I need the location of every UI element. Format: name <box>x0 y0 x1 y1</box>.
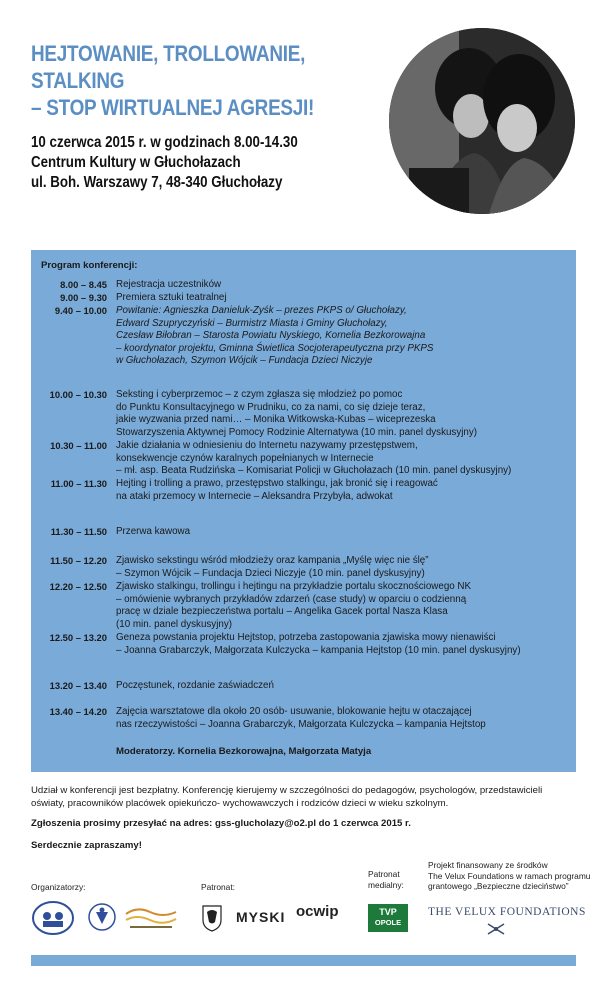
pkps-logo <box>31 900 75 941</box>
bottom-bar <box>31 955 576 966</box>
program-text: Premiera sztuki teatralnej <box>116 292 227 303</box>
myski-logo: MYSKI <box>236 909 286 925</box>
closing-text: Serdecznie zapraszamy! <box>31 840 142 851</box>
program-text: pracę w dziale bezpieczeństwa portalu – Angelika Gacek portal Nasza Klasa <box>116 606 448 618</box>
program-box <box>31 250 576 772</box>
info-line: Udział w konferencji jest bezpłatny. Konferencję kierujemy w szczególności do pedagogów, psychologów, przedstawicieli <box>31 785 543 796</box>
program-text: Zajęcia warsztatowe dla około 20 osób- usuwanie, blokowanie hejtu w otaczającej <box>116 706 472 717</box>
program-time: 9.40 – 10.00 <box>54 305 107 316</box>
info-line: oświaty, pracowników placówek opiekuńczo- wychowawczych i rodziców dzieci w wieku szkolnym. <box>31 798 449 809</box>
program-text: – Joanna Grabarczyk, Małgorzata Kulczycka – kampania Hejtstop (10 min. panel dyskusyjny) <box>116 644 521 656</box>
media-patron-label-line: medialny: <box>368 879 404 890</box>
program-text: w Głuchołazach, Szymon Wójcik – Fundacja Dzieci Niczyje <box>116 355 373 367</box>
program-time: 8.00 – 8.45 <box>60 279 107 290</box>
funding-line: Projekt finansowany ze środków <box>428 860 548 870</box>
opole-text: OPOLE <box>374 918 402 927</box>
velux-emblem-icon <box>486 922 506 941</box>
program-time: 12.20 – 12.50 <box>49 581 107 592</box>
program-text: Przerwa kawowa <box>116 526 191 537</box>
patron-label: Patronat: <box>201 882 235 892</box>
program-time: 13.40 – 14.20 <box>49 706 107 717</box>
program-text: do Punktu Konsultacyjnego w Prudniku, co za nami, co się dzieje teraz, <box>116 401 426 413</box>
program-text: (10 min. panel dyskusyjny) <box>116 618 232 630</box>
program-time: 11.00 – 11.30 <box>50 478 107 489</box>
moderators: Moderatorzy. Kornelia Bezkorowajna, Małgorzata Matyja <box>116 746 372 757</box>
starosta-crest-logo <box>201 902 223 937</box>
media-patron-label <box>368 869 404 890</box>
event-info <box>31 133 411 193</box>
girls-at-computer-photo <box>389 28 575 214</box>
program-text: jakie wyzwania przed nami… – Monika Witkowska-Kubas – wiceprezeska <box>116 414 436 426</box>
program-time: 10.00 – 10.30 <box>49 389 107 400</box>
program-time: 11.50 – 12.20 <box>50 555 107 566</box>
program-text: na ataki przemocy w Internecie – Aleksandra Przybyła, adwokat <box>116 490 393 502</box>
program-text: Zjawisko sekstingu wśród młodzieży oraz kampania „Myślę więc nie ślę” <box>116 555 429 566</box>
program-text: konsekwencje czynów karalnych popełnianych w Internecie <box>116 452 374 464</box>
program-title: Program konferencji: <box>41 260 138 271</box>
event-venue: Centrum Kultury w Głuchołazach <box>31 154 241 171</box>
program-text: Zjawisko stalkingu, trollingu i hejtingu na przykładzie portalu skocznościowego NK <box>116 581 472 592</box>
program-text: – Szymon Wójcik – Fundacja Dzieci Niczyje (10 min. panel dyskusyjny) <box>116 567 425 579</box>
program-text: Stowarzyszenia Aktywnej Pomocy Rodzinie Alternatywa (10 min. panel dyskusyjny) <box>116 426 478 438</box>
title-line: HEJTOWANIE, TROLLOWANIE, STALKING <box>31 41 306 93</box>
program-text: Czesław Biłobran – Starosta Powiatu Nyskiego, Kornelia Bezkorowajna <box>116 330 426 342</box>
participation-info <box>31 784 591 810</box>
registration-info: Zgłoszenia prosimy przesyłać na adres: gss-glucholazy@o2.pl do 1 czerwca 2015 r. <box>31 818 411 829</box>
tvp-opole-logo <box>368 904 408 932</box>
event-address: ul. Boh. Warszawy 7, 48-340 Głuchołazy <box>31 174 283 191</box>
program-text: Edward Szupryczyński – Burmistrz Miasta i Gminy Głuchołazy, <box>116 317 388 329</box>
swietlica-logo <box>122 904 180 937</box>
program-time: 10.30 – 11.00 <box>50 440 107 451</box>
program-time: 12.50 – 13.20 <box>49 632 107 643</box>
program-time: 13.20 – 13.40 <box>49 680 107 691</box>
program-text: Rejestracja uczestników <box>116 279 222 290</box>
program-text: Powitanie: Agnieszka Danieluk-Zyśk – prezes PKPS o/ Głuchołazy, <box>116 305 407 316</box>
organizers-label: Organizatorzy: <box>31 882 86 892</box>
program-text: – mł. asp. Beata Rudzińska – Komisariat Policji w Głuchołazach (10 min. panel dyskusyjny) <box>116 465 512 477</box>
funding-info <box>428 860 590 892</box>
velux-foundations-logo: THE VELUX FOUNDATIONS <box>428 906 586 918</box>
funding-line: grantowego „Bezpieczne dzieciństwo” <box>428 881 569 891</box>
tvp-text: TVP <box>379 907 397 917</box>
title-line: – STOP WIRTUALNEJ AGRESJI! <box>31 95 315 120</box>
program-text: – omówienie wybranych przykładów zdarzeń (case study) w oparciu o codzienną <box>116 593 467 605</box>
ocwip-logo: ocwip <box>296 903 339 920</box>
organizer-emblem-logo <box>87 900 117 939</box>
program-text: Jakie działania w odniesieniu do Internetu nazywamy przestępstwem, <box>116 440 418 451</box>
program-text: Seksting i cyberprzemoc – z czym zgłasza się młodzież po pomoc <box>116 389 403 400</box>
program-time: 9.00 – 9.30 <box>60 292 107 303</box>
media-patron-label-line: Patronat <box>368 869 400 879</box>
program-text: nas rzeczywistości – Joanna Grabarczyk, Małgorzata Kulczycka – kampania Hejtstop <box>116 718 486 730</box>
program-text: Geneza powstania projektu Hejtstop, potrzeba zastopowania zjawiska mowy nienawiści <box>116 632 496 643</box>
program-time: 11.30 – 11.50 <box>50 526 107 537</box>
event-date: 10 czerwca 2015 r. w godzinach 8.00-14.30 <box>31 134 298 151</box>
program-text: Hejting i trolling a prawo, przestępstwo stalkingu, jak bronić się i reagować <box>116 478 438 489</box>
program-text: – koordynator projektu, Gminna Świetlica Socjoterapeutyczna przy PKPS <box>116 342 434 354</box>
poster-title <box>31 40 358 121</box>
program-text: Poczęstunek, rozdanie zaświadczeń <box>116 680 274 691</box>
funding-line: The Velux Foundations w ramach programu <box>428 870 591 881</box>
